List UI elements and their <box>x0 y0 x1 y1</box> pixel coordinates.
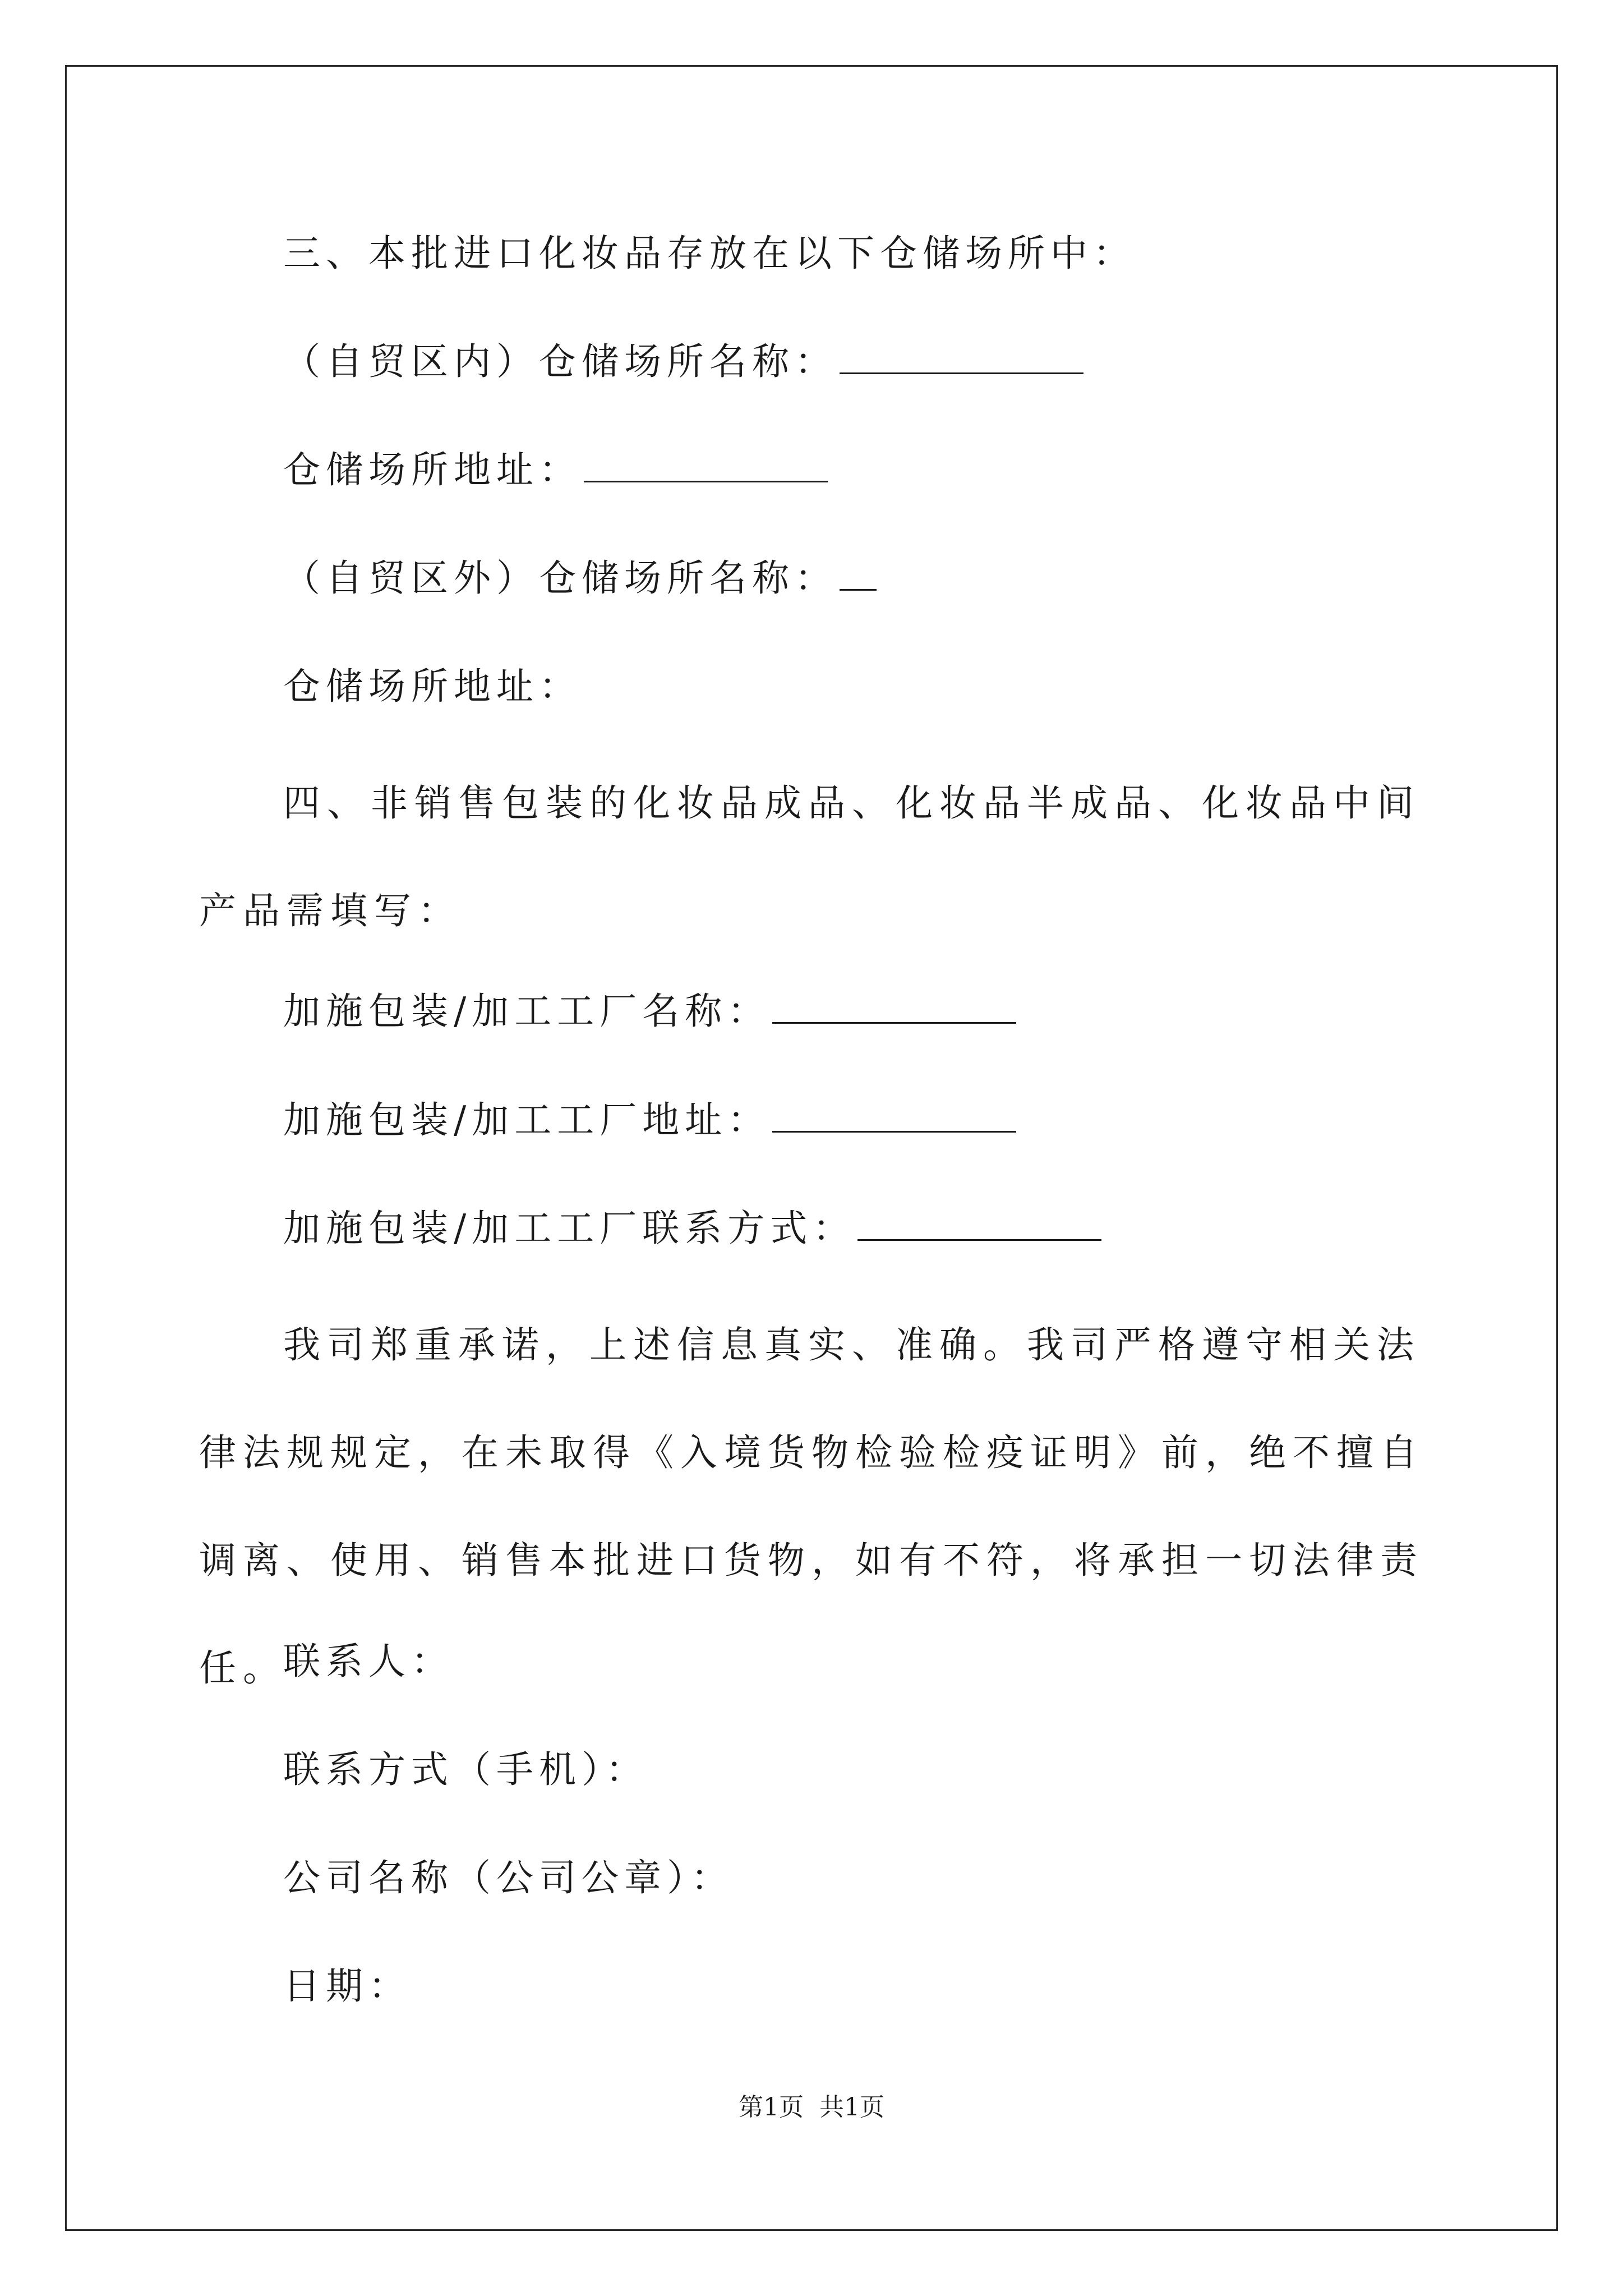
company-name-row <box>283 1856 734 1901</box>
inside-warehouse-name-label: （自贸区内）仓储场所名称： <box>283 340 837 383</box>
contact-person-row <box>283 1639 454 1684</box>
date-row <box>283 1964 411 2009</box>
inside-warehouse-address-label: 仓储场所地址： <box>283 448 582 491</box>
page-number-current: 第1页 <box>739 2093 804 2122</box>
section-4-heading <box>199 749 1436 965</box>
inside-warehouse-name-blank[interactable] <box>840 340 1083 374</box>
section-4-heading-text: 四、非销售包装的化妆品成品、化妆品半成品、化妆品中间产品需填写： <box>199 781 1421 932</box>
outside-warehouse-name-row <box>283 556 877 601</box>
factory-name-label: 加施包装/加工工厂名称： <box>283 990 771 1033</box>
page-footer <box>0 2091 1623 2124</box>
date-label: 日期： <box>283 1964 411 2008</box>
factory-contact-row <box>283 1206 1101 1251</box>
factory-address-row <box>283 1098 1016 1143</box>
contact-phone-label: 联系方式（手机）： <box>283 1748 648 1791</box>
factory-address-label: 加施包装/加工工厂地址： <box>283 1098 771 1142</box>
outside-warehouse-address-row <box>283 664 582 709</box>
section-3-heading-text: 三、本批进口化妆品存放在以下仓储场所中： <box>283 232 1136 275</box>
inside-warehouse-address-blank[interactable] <box>584 448 828 482</box>
contact-phone-row <box>283 1747 648 1792</box>
outside-warehouse-address-label: 仓储场所地址： <box>283 665 582 708</box>
factory-contact-label: 加施包装/加工工厂联系方式： <box>283 1207 856 1250</box>
company-name-label: 公司名称（公司公章）： <box>283 1856 734 1899</box>
section-3-heading <box>283 231 1136 276</box>
page-number-total: 共1页 <box>819 2093 884 2122</box>
outside-warehouse-name-blank[interactable] <box>840 556 877 591</box>
factory-address-blank[interactable] <box>772 1098 1016 1133</box>
commitment-text: 我司郑重承诺，上述信息真实、准确。我司严格遵守相关法律法规规定，在未取得《入境货物检验检疫证明》前，绝不擅自调离、使用、销售本批进口货物，如有不符，将承担一切法律责任。 <box>199 1323 1424 1690</box>
page-border <box>65 65 1558 2231</box>
factory-name-blank[interactable] <box>772 990 1016 1024</box>
factory-name-row <box>283 989 1016 1034</box>
inside-warehouse-address-row <box>283 448 828 493</box>
outside-warehouse-name-label: （自贸区外）仓储场所名称： <box>283 556 837 600</box>
factory-contact-blank[interactable] <box>857 1207 1101 1241</box>
inside-warehouse-name-row <box>283 339 1083 384</box>
contact-person-label: 联系人： <box>283 1640 454 1683</box>
